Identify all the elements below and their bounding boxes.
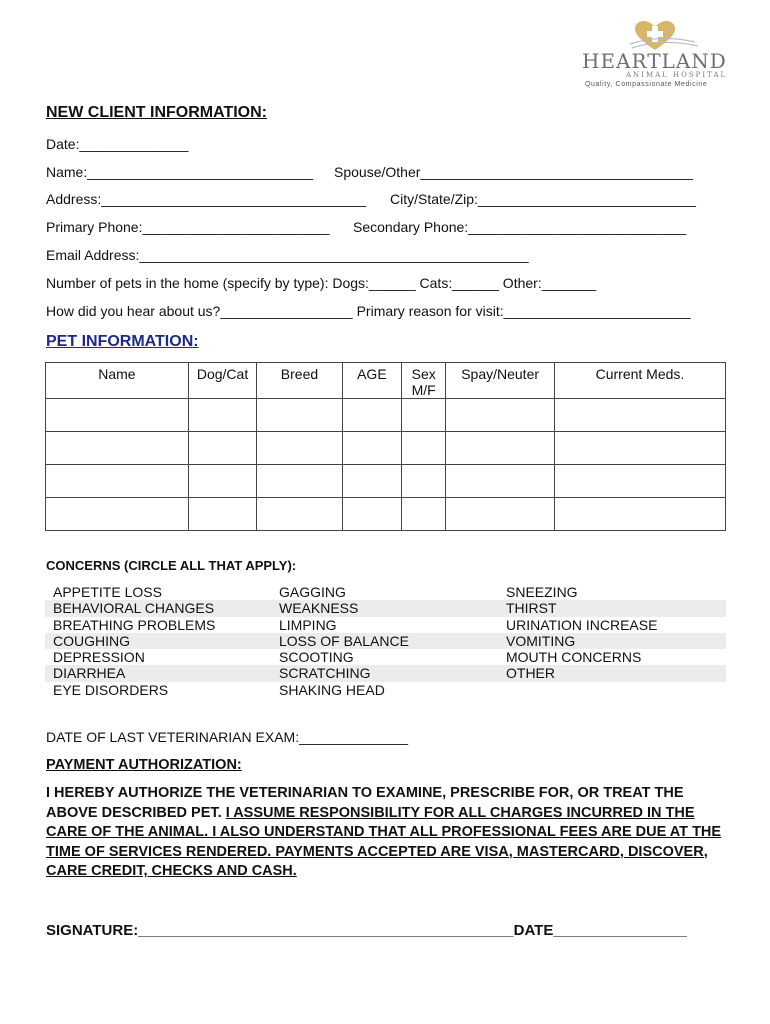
concern-row <box>45 617 726 633</box>
concern-item[interactable]: BEHAVIORAL CHANGES <box>53 600 215 617</box>
concern-row <box>45 649 726 665</box>
table-row <box>46 399 726 432</box>
table-cell[interactable] <box>257 498 343 531</box>
table-cell[interactable] <box>188 432 256 465</box>
table-cell[interactable] <box>402 432 446 465</box>
logo-name: HEARTLAND <box>582 49 727 73</box>
concern-item[interactable]: VOMITING <box>506 632 576 649</box>
payment-text-plain: I HEREBY AUTHORIZE THE VETERINARIAN TO EXAMINE, PRESCRIBE FOR, OR TREAT THE ABOVE DESCRIBED PET. <box>46 785 684 821</box>
col-name: Name <box>46 363 189 399</box>
table-cell[interactable] <box>257 432 343 465</box>
col-age: AGE <box>342 363 401 399</box>
table-cell[interactable] <box>554 399 725 432</box>
concern-item[interactable]: BREATHING PROBLEMS <box>53 616 216 633</box>
table-cell[interactable] <box>342 465 401 498</box>
concern-row <box>45 633 726 649</box>
table-cell[interactable] <box>554 432 725 465</box>
concern-item[interactable]: LIMPING <box>279 616 337 633</box>
concerns-list <box>45 584 726 698</box>
concern-item[interactable]: APPETITE LOSS <box>53 584 162 600</box>
concern-item[interactable]: DEPRESSION <box>53 649 145 666</box>
table-row <box>46 432 726 465</box>
concern-item[interactable]: GAGGING <box>279 584 346 600</box>
primary-phone-field[interactable]: Primary Phone:________________________ <box>46 219 330 235</box>
col-current-meds: Current Meds. <box>554 363 725 399</box>
col-breed: Breed <box>257 363 343 399</box>
concern-item[interactable]: SHAKING HEAD <box>279 681 385 698</box>
concern-item[interactable]: SNEEZING <box>506 584 578 600</box>
name-field[interactable]: Name:_____________________________ <box>46 164 314 180</box>
spouse-field[interactable]: Spouse/Other___________________________________ <box>334 164 693 180</box>
concern-item[interactable]: SCOOTING <box>279 649 354 666</box>
secondary-phone-field[interactable]: Secondary Phone:____________________________ <box>353 219 687 235</box>
concern-row <box>45 665 726 681</box>
table-cell[interactable] <box>554 498 725 531</box>
table-cell[interactable] <box>342 498 401 531</box>
concern-row <box>45 682 726 698</box>
client-heading: NEW CLIENT INFORMATION: <box>46 104 268 121</box>
pet-table <box>45 362 726 531</box>
logo-subtitle: ANIMAL HOSPITAL <box>626 71 728 79</box>
concern-item[interactable]: URINATION INCREASE <box>506 616 658 633</box>
table-cell[interactable] <box>188 498 256 531</box>
col-dog-cat: Dog/Cat <box>188 363 256 399</box>
concern-item[interactable]: OTHER <box>506 665 555 682</box>
payment-heading: PAYMENT AUTHORIZATION: <box>46 757 242 773</box>
table-cell[interactable] <box>402 399 446 432</box>
pets-count-field[interactable]: Number of pets in the home (specify by type): Dogs:______ Cats:______ Other:_______ <box>46 275 597 291</box>
concern-row <box>45 600 726 616</box>
pet-table-header <box>46 363 726 399</box>
logo-tagline: Quality, Compassionate Medicine <box>585 81 708 88</box>
table-cell[interactable] <box>257 399 343 432</box>
payment-text-underlined: I ASSUME RESPONSIBILITY FOR ALL CHARGES INCURRED IN THE CARE OF THE ANIMAL. I ALSO UNDERSTAND THAT ALL PROFESSIONAL FEES ARE DUE AT THE TIME OF SERVICES RENDERED. PAYMENTS ACCEPTED ARE VISA, MASTERCARD, DISCOVER, CARE CREDIT, CHECKS AND CASH. <box>46 804 722 879</box>
concern-item[interactable]: MOUTH CONCERNS <box>506 649 642 666</box>
pet-heading: PET INFORMATION: <box>46 333 199 350</box>
table-cell[interactable] <box>188 399 256 432</box>
table-cell[interactable] <box>446 465 555 498</box>
email-field[interactable]: Email Address:__________________________________________________ <box>46 247 529 263</box>
table-cell[interactable] <box>446 432 555 465</box>
payment-text <box>46 784 726 882</box>
table-row <box>46 498 726 531</box>
table-cell[interactable] <box>342 399 401 432</box>
concern-item[interactable] <box>506 682 726 698</box>
table-cell[interactable] <box>188 465 256 498</box>
table-row <box>46 465 726 498</box>
concern-row <box>45 584 726 600</box>
table-cell[interactable] <box>554 465 725 498</box>
city-state-zip-field[interactable]: City/State/Zip:____________________________ <box>390 191 696 207</box>
table-cell[interactable] <box>46 465 189 498</box>
concern-item[interactable]: COUGHING <box>53 632 130 649</box>
concern-item[interactable]: DIARRHEA <box>53 665 126 682</box>
date-field[interactable]: Date:______________ <box>46 136 189 152</box>
table-cell[interactable] <box>342 432 401 465</box>
table-cell[interactable] <box>402 498 446 531</box>
table-cell[interactable] <box>257 465 343 498</box>
col-sex: Sex M/F <box>402 363 446 399</box>
signature-field[interactable]: SIGNATURE:_____________________________________________DATE________________ <box>46 922 687 939</box>
concern-item[interactable]: WEAKNESS <box>279 600 359 617</box>
address-field[interactable]: Address:__________________________________ <box>46 191 366 207</box>
table-cell[interactable] <box>402 465 446 498</box>
concern-item[interactable]: LOSS OF BALANCE <box>279 632 409 649</box>
concern-item[interactable]: THIRST <box>506 600 557 617</box>
col-spay-neuter: Spay/Neuter <box>446 363 555 399</box>
referral-field[interactable]: How did you hear about us?_________________ Primary reason for visit:________________________ <box>46 303 691 319</box>
table-cell[interactable] <box>446 399 555 432</box>
table-cell[interactable] <box>46 399 189 432</box>
concern-item[interactable]: EYE DISORDERS <box>53 681 169 698</box>
table-cell[interactable] <box>46 432 189 465</box>
concerns-heading: CONCERNS (CIRCLE ALL THAT APPLY): <box>46 558 297 573</box>
table-cell[interactable] <box>446 498 555 531</box>
concern-item[interactable]: SCRATCHING <box>279 665 371 682</box>
table-cell[interactable] <box>46 498 189 531</box>
last-exam-field[interactable]: DATE OF LAST VETERINARIAN EXAM:______________ <box>46 729 409 745</box>
